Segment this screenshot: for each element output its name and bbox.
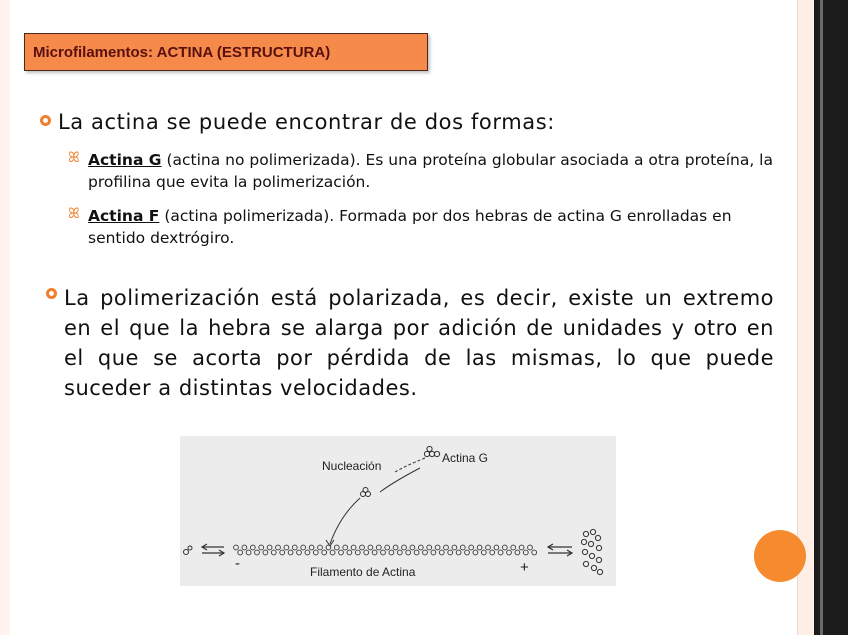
filament-bead — [519, 545, 524, 550]
filament-bead — [284, 545, 289, 550]
minus-end-label: - — [235, 555, 240, 572]
filament-bead — [343, 545, 348, 550]
nucleation-arrow — [330, 498, 360, 544]
filament-bead — [355, 550, 360, 555]
filament-label: Filamento de Actina — [310, 565, 416, 579]
slide-title: Microfilamentos: ACTINA (ESTRUCTURA) — [33, 43, 331, 61]
filament-bead — [532, 550, 537, 555]
filament-bead — [486, 545, 491, 550]
filament-bead — [402, 545, 407, 550]
bullet-ring-icon — [40, 115, 51, 126]
filament-bead — [276, 545, 281, 550]
filament-bead — [347, 550, 352, 555]
nucleus-icon — [361, 488, 371, 497]
filament-bead — [309, 545, 314, 550]
filament-bead — [490, 550, 495, 555]
filament-bead — [376, 545, 381, 550]
filament-bead — [406, 550, 411, 555]
term-actina-f: Actina F — [88, 207, 160, 225]
filament-bead — [242, 545, 247, 550]
filament-bead — [511, 545, 516, 550]
filament-bead — [238, 550, 243, 555]
plus-end-label: + — [520, 559, 529, 576]
filament-bead — [381, 550, 386, 555]
filament-bead — [460, 545, 465, 550]
bullet-text-1: La actina se puede encontrar de dos formas: — [58, 110, 555, 134]
sub-bullet-actina-f — [88, 205, 788, 249]
filament-bead — [234, 545, 239, 550]
sub-bullet-icon: ꕤ — [68, 150, 80, 166]
filament-bead — [334, 545, 339, 550]
title-box — [24, 33, 428, 71]
filament-bead — [322, 550, 327, 555]
actin-filament-icon — [234, 545, 537, 555]
filament-bead — [292, 545, 297, 550]
filament-bead — [250, 545, 255, 550]
actin-polymerization-diagram — [180, 436, 616, 586]
sub-text-actina-g: (actina no polimerizada). Es una proteína globular asociada a otra proteína, la profilina que evita la polimerización. — [88, 151, 773, 191]
filament-bead — [326, 545, 331, 550]
filament-bead — [465, 550, 470, 555]
bullet-ring-icon — [46, 288, 57, 299]
filament-bead — [267, 545, 272, 550]
filament-bead — [389, 550, 394, 555]
filament-bead — [498, 550, 503, 555]
filament-bead — [448, 550, 453, 555]
filament-bead — [431, 550, 436, 555]
filament-bead — [502, 545, 507, 550]
filament-bead — [452, 545, 457, 550]
filament-bead — [351, 545, 356, 550]
filament-bead — [255, 550, 260, 555]
term-actina-g: Actina G — [88, 151, 162, 169]
filament-bead — [372, 550, 377, 555]
decorative-orange-circle — [754, 530, 806, 582]
filament-bead — [456, 550, 461, 555]
filament-bead — [313, 550, 318, 555]
left-monomer-icon — [184, 546, 193, 555]
filament-bead — [397, 550, 402, 555]
filament-bead — [360, 545, 365, 550]
filament-bead — [435, 545, 440, 550]
right-monomers-icon — [581, 529, 602, 574]
filament-bead — [414, 550, 419, 555]
filament-bead — [469, 545, 474, 550]
filament-bead — [507, 550, 512, 555]
filament-bead — [423, 550, 428, 555]
filament-bead — [271, 550, 276, 555]
filament-bead — [246, 550, 251, 555]
bullet-text-2: La polimerización está polarizada, es decir, existe un extremo en el que la hebra se alarga por adición de unidades y otro en el que se acorta por pérdida de las mismas, lo que puede suceder a distintas velocidades. — [64, 286, 774, 400]
minus-end-arrows-icon — [202, 544, 224, 556]
filament-bead — [280, 550, 285, 555]
filament-bead — [318, 545, 323, 550]
filament-bead — [330, 550, 335, 555]
filament-bead — [515, 550, 520, 555]
slide-border-left — [0, 0, 10, 635]
filament-bead — [481, 550, 486, 555]
filament-bead — [477, 545, 482, 550]
filament-bead — [410, 545, 415, 550]
filament-bead — [259, 545, 264, 550]
filament-bead — [528, 545, 533, 550]
sub-bullet-icon: ꕤ — [68, 206, 80, 222]
filament-bead — [418, 545, 423, 550]
plus-end-arrows-icon — [548, 544, 572, 556]
sub-text-actina-f: (actina polimerizada). Formada por dos hebras de actina G enrolladas en sentido dextrógiro. — [88, 207, 732, 247]
filament-bead — [305, 550, 310, 555]
actin-g-arrow — [395, 458, 425, 472]
filament-bead — [444, 545, 449, 550]
nucleation-label: Nucleación — [322, 459, 382, 473]
sub-bullet-actina-g — [88, 149, 788, 193]
actin-g-monomers-icon — [424, 446, 439, 456]
filament-bead — [385, 545, 390, 550]
filament-bead — [473, 550, 478, 555]
actin-g-label: Actina G — [442, 451, 489, 465]
filament-bead — [364, 550, 369, 555]
filament-bead — [288, 550, 293, 555]
slide-edge-bar — [814, 0, 848, 635]
filament-bead — [439, 550, 444, 555]
filament-bead — [301, 545, 306, 550]
filament-bead — [263, 550, 268, 555]
filament-bead — [523, 550, 528, 555]
filament-bead — [494, 545, 499, 550]
filament-bead — [339, 550, 344, 555]
filament-bead — [368, 545, 373, 550]
filament-bead — [427, 545, 432, 550]
filament-bead — [297, 550, 302, 555]
filament-bead — [393, 545, 398, 550]
